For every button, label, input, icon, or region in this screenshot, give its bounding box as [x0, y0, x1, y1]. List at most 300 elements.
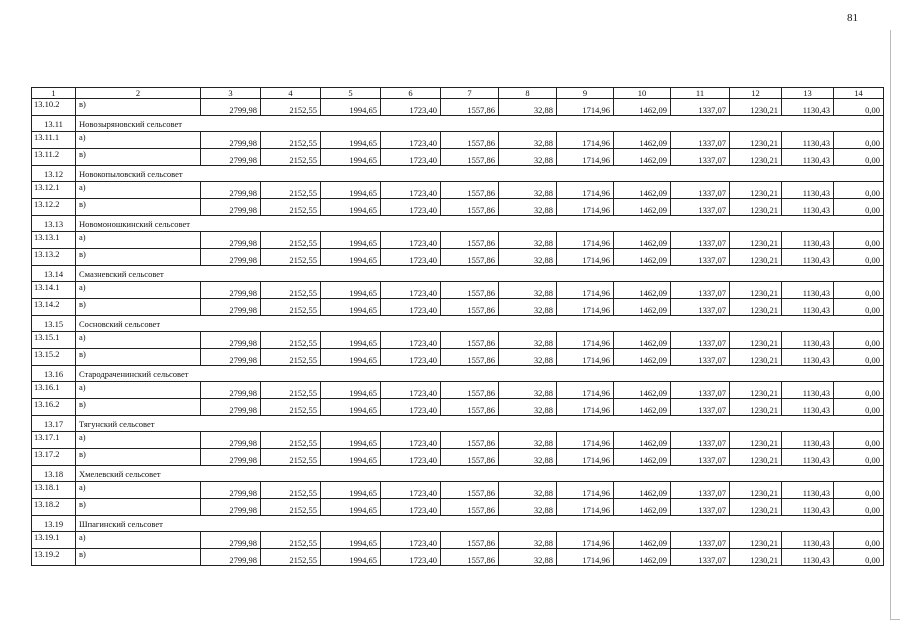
value-cell: 1462,09 — [614, 232, 671, 249]
column-header: 9 — [557, 88, 614, 99]
section-name: Сосновский сельсовет — [76, 316, 884, 332]
value-cell: 1130,43 — [782, 282, 834, 299]
value-cell: 2799,98 — [201, 232, 261, 249]
value-cell: 0,00 — [834, 249, 884, 266]
value-cell: 1723,40 — [381, 549, 441, 566]
value-cell: 1337,07 — [671, 332, 730, 349]
value-cell: 1337,07 — [671, 482, 730, 499]
value-cell: 32,88 — [499, 382, 557, 399]
row-label: в) — [76, 549, 201, 566]
section-name: Новозыряновский сельсовет — [76, 116, 884, 132]
value-cell: 1714,96 — [557, 532, 614, 549]
value-cell: 0,00 — [834, 382, 884, 399]
row-label: в) — [76, 449, 201, 466]
value-cell: 2152,55 — [261, 132, 321, 149]
value-cell: 1994,65 — [321, 482, 381, 499]
value-cell: 1723,40 — [381, 482, 441, 499]
section-name: Хмелевский сельсовет — [76, 466, 884, 482]
value-cell: 1714,96 — [557, 499, 614, 516]
row-label: в) — [76, 149, 201, 166]
value-cell: 1337,07 — [671, 199, 730, 216]
value-cell: 2799,98 — [201, 299, 261, 316]
section-name: Стародраченинский сельсовет — [76, 366, 884, 382]
table-row — [32, 232, 884, 249]
value-cell: 1230,21 — [730, 349, 782, 366]
value-cell: 1462,09 — [614, 199, 671, 216]
value-cell: 1557,86 — [441, 432, 499, 449]
value-cell: 2152,55 — [261, 449, 321, 466]
value-cell: 0,00 — [834, 199, 884, 216]
value-cell: 1230,21 — [730, 199, 782, 216]
section-row — [32, 116, 884, 132]
value-cell: 1130,43 — [782, 132, 834, 149]
value-cell: 1230,21 — [730, 132, 782, 149]
row-label: а) — [76, 432, 201, 449]
value-cell: 1714,96 — [557, 482, 614, 499]
value-cell: 1557,86 — [441, 132, 499, 149]
row-code: 13.14 — [32, 266, 76, 282]
value-cell: 1130,43 — [782, 249, 834, 266]
row-code: 13.13 — [32, 216, 76, 232]
value-cell: 1130,43 — [782, 499, 834, 516]
value-cell: 1462,09 — [614, 382, 671, 399]
row-code: 13.13.1 — [32, 232, 76, 249]
value-cell: 1723,40 — [381, 149, 441, 166]
section-name: Смазневский сельсовет — [76, 266, 884, 282]
value-cell: 1714,96 — [557, 332, 614, 349]
value-cell: 32,88 — [499, 199, 557, 216]
table-row — [32, 299, 884, 316]
value-cell: 1723,40 — [381, 199, 441, 216]
value-cell: 1557,86 — [441, 349, 499, 366]
section-row — [32, 166, 884, 182]
row-code: 13.19.1 — [32, 532, 76, 549]
value-cell: 32,88 — [499, 299, 557, 316]
value-cell: 1557,86 — [441, 182, 499, 199]
value-cell: 1230,21 — [730, 99, 782, 116]
value-cell: 1130,43 — [782, 232, 834, 249]
value-cell: 32,88 — [499, 132, 557, 149]
value-cell: 1994,65 — [321, 249, 381, 266]
value-cell: 32,88 — [499, 149, 557, 166]
row-label: в) — [76, 499, 201, 516]
section-row — [32, 516, 884, 532]
value-cell: 1714,96 — [557, 249, 614, 266]
row-label: в) — [76, 399, 201, 416]
value-cell: 1723,40 — [381, 349, 441, 366]
value-cell: 0,00 — [834, 232, 884, 249]
value-cell: 1994,65 — [321, 132, 381, 149]
value-cell: 1723,40 — [381, 532, 441, 549]
value-cell: 1130,43 — [782, 182, 834, 199]
value-cell: 0,00 — [834, 332, 884, 349]
value-cell: 2799,98 — [201, 549, 261, 566]
value-cell: 32,88 — [499, 549, 557, 566]
value-cell: 2152,55 — [261, 99, 321, 116]
row-label: а) — [76, 182, 201, 199]
value-cell: 1462,09 — [614, 499, 671, 516]
table-row — [32, 332, 884, 349]
table-row — [32, 499, 884, 516]
row-code: 13.12.2 — [32, 199, 76, 216]
value-cell: 1557,86 — [441, 532, 499, 549]
value-cell: 1723,40 — [381, 382, 441, 399]
row-code: 13.11.1 — [32, 132, 76, 149]
table-row — [32, 382, 884, 399]
value-cell: 0,00 — [834, 132, 884, 149]
value-cell: 1462,09 — [614, 282, 671, 299]
value-cell: 1723,40 — [381, 499, 441, 516]
value-cell: 1714,96 — [557, 349, 614, 366]
column-header: 14 — [834, 88, 884, 99]
value-cell: 1557,86 — [441, 399, 499, 416]
value-cell: 1462,09 — [614, 249, 671, 266]
value-cell: 1723,40 — [381, 432, 441, 449]
value-cell: 1994,65 — [321, 349, 381, 366]
value-cell: 2152,55 — [261, 332, 321, 349]
column-header: 6 — [381, 88, 441, 99]
value-cell: 1230,21 — [730, 182, 782, 199]
value-cell: 1714,96 — [557, 399, 614, 416]
value-cell: 1462,09 — [614, 332, 671, 349]
value-cell: 1994,65 — [321, 549, 381, 566]
value-cell: 1723,40 — [381, 232, 441, 249]
row-label: а) — [76, 232, 201, 249]
value-cell: 1714,96 — [557, 282, 614, 299]
value-cell: 1994,65 — [321, 232, 381, 249]
value-cell: 1723,40 — [381, 132, 441, 149]
value-cell: 32,88 — [499, 182, 557, 199]
value-cell: 1557,86 — [441, 199, 499, 216]
value-cell: 0,00 — [834, 482, 884, 499]
table-row — [32, 199, 884, 216]
value-cell: 1230,21 — [730, 332, 782, 349]
value-cell: 2799,98 — [201, 132, 261, 149]
value-cell: 32,88 — [499, 449, 557, 466]
value-cell: 2152,55 — [261, 149, 321, 166]
value-cell: 32,88 — [499, 332, 557, 349]
row-code: 13.13.2 — [32, 249, 76, 266]
row-code: 13.10.2 — [32, 99, 76, 116]
row-code: 13.16.2 — [32, 399, 76, 416]
value-cell: 32,88 — [499, 399, 557, 416]
value-cell: 1723,40 — [381, 249, 441, 266]
value-cell: 1230,21 — [730, 432, 782, 449]
row-code: 13.14.1 — [32, 282, 76, 299]
value-cell: 2799,98 — [201, 282, 261, 299]
value-cell: 2799,98 — [201, 449, 261, 466]
value-cell: 1723,40 — [381, 299, 441, 316]
value-cell: 1462,09 — [614, 532, 671, 549]
value-cell: 2152,55 — [261, 499, 321, 516]
row-code: 13.17 — [32, 416, 76, 432]
section-name: Новокопыловский сельсовет — [76, 166, 884, 182]
column-header: 11 — [671, 88, 730, 99]
row-code: 13.14.2 — [32, 299, 76, 316]
value-cell: 1994,65 — [321, 432, 381, 449]
value-cell: 1130,43 — [782, 399, 834, 416]
section-row — [32, 366, 884, 382]
row-code: 13.19 — [32, 516, 76, 532]
value-cell: 2799,98 — [201, 349, 261, 366]
table-row — [32, 249, 884, 266]
row-code: 13.15.2 — [32, 349, 76, 366]
value-cell: 2152,55 — [261, 432, 321, 449]
margin-rule-tick — [890, 619, 900, 620]
value-cell: 1994,65 — [321, 499, 381, 516]
table-row — [32, 349, 884, 366]
value-cell: 2152,55 — [261, 532, 321, 549]
value-cell: 1130,43 — [782, 482, 834, 499]
value-cell: 1337,07 — [671, 282, 730, 299]
value-cell: 1557,86 — [441, 149, 499, 166]
value-cell: 1462,09 — [614, 132, 671, 149]
value-cell: 1130,43 — [782, 149, 834, 166]
value-cell: 32,88 — [499, 282, 557, 299]
value-cell: 1337,07 — [671, 449, 730, 466]
value-cell: 2799,98 — [201, 482, 261, 499]
value-cell: 0,00 — [834, 499, 884, 516]
value-cell: 1462,09 — [614, 149, 671, 166]
value-cell: 1714,96 — [557, 549, 614, 566]
row-code: 13.12.1 — [32, 182, 76, 199]
value-cell: 1337,07 — [671, 132, 730, 149]
value-cell: 1557,86 — [441, 299, 499, 316]
value-cell: 1230,21 — [730, 232, 782, 249]
row-label: в) — [76, 299, 201, 316]
value-cell: 1130,43 — [782, 349, 834, 366]
value-cell: 1714,96 — [557, 99, 614, 116]
table-row — [32, 449, 884, 466]
row-code: 13.16.1 — [32, 382, 76, 399]
value-cell: 1557,86 — [441, 249, 499, 266]
value-cell: 1714,96 — [557, 432, 614, 449]
value-cell: 0,00 — [834, 532, 884, 549]
table-row — [32, 549, 884, 566]
row-code: 13.19.2 — [32, 549, 76, 566]
row-code: 13.11.2 — [32, 149, 76, 166]
value-cell: 1130,43 — [782, 432, 834, 449]
row-label: в) — [76, 99, 201, 116]
value-cell: 2152,55 — [261, 199, 321, 216]
section-row — [32, 216, 884, 232]
value-cell: 1337,07 — [671, 182, 730, 199]
value-cell: 2799,98 — [201, 182, 261, 199]
value-cell: 32,88 — [499, 349, 557, 366]
value-cell: 1723,40 — [381, 282, 441, 299]
table-row — [32, 132, 884, 149]
value-cell: 0,00 — [834, 149, 884, 166]
value-cell: 2799,98 — [201, 149, 261, 166]
table-row — [32, 182, 884, 199]
value-cell: 1230,21 — [730, 282, 782, 299]
row-label: а) — [76, 532, 201, 549]
row-label: а) — [76, 332, 201, 349]
row-code: 13.15.1 — [32, 332, 76, 349]
value-cell: 1337,07 — [671, 399, 730, 416]
section-row — [32, 266, 884, 282]
value-cell: 2152,55 — [261, 482, 321, 499]
section-row — [32, 316, 884, 332]
row-code: 13.18.2 — [32, 499, 76, 516]
value-cell: 1714,96 — [557, 299, 614, 316]
section-name: Новомоношкинский сельсовет — [76, 216, 884, 232]
value-cell: 1130,43 — [782, 99, 834, 116]
value-cell: 2799,98 — [201, 332, 261, 349]
value-cell: 1557,86 — [441, 499, 499, 516]
value-cell: 1462,09 — [614, 432, 671, 449]
section-row — [32, 416, 884, 432]
column-header: 12 — [730, 88, 782, 99]
value-cell: 0,00 — [834, 549, 884, 566]
value-cell: 2152,55 — [261, 249, 321, 266]
value-cell: 1557,86 — [441, 449, 499, 466]
value-cell: 2799,98 — [201, 499, 261, 516]
table-body — [32, 99, 884, 566]
table-row — [32, 282, 884, 299]
row-label: а) — [76, 132, 201, 149]
row-label: в) — [76, 199, 201, 216]
value-cell: 1337,07 — [671, 299, 730, 316]
row-code: 13.16 — [32, 366, 76, 382]
value-cell: 1130,43 — [782, 549, 834, 566]
value-cell: 1337,07 — [671, 549, 730, 566]
row-label: а) — [76, 482, 201, 499]
value-cell: 1230,21 — [730, 549, 782, 566]
value-cell: 32,88 — [499, 499, 557, 516]
table-row — [32, 99, 884, 116]
value-cell: 1337,07 — [671, 149, 730, 166]
row-code: 13.11 — [32, 116, 76, 132]
value-cell: 0,00 — [834, 449, 884, 466]
value-cell: 1557,86 — [441, 232, 499, 249]
value-cell: 1130,43 — [782, 299, 834, 316]
value-cell: 2799,98 — [201, 249, 261, 266]
value-cell: 0,00 — [834, 99, 884, 116]
column-header: 8 — [499, 88, 557, 99]
value-cell: 1130,43 — [782, 382, 834, 399]
value-cell: 1337,07 — [671, 99, 730, 116]
value-cell: 1723,40 — [381, 399, 441, 416]
value-cell: 1462,09 — [614, 399, 671, 416]
value-cell: 32,88 — [499, 532, 557, 549]
value-cell: 1557,86 — [441, 382, 499, 399]
value-cell: 1337,07 — [671, 349, 730, 366]
value-cell: 1130,43 — [782, 449, 834, 466]
value-cell: 1994,65 — [321, 182, 381, 199]
value-cell: 1230,21 — [730, 499, 782, 516]
value-cell: 1723,40 — [381, 449, 441, 466]
column-header: 7 — [441, 88, 499, 99]
value-cell: 1557,86 — [441, 549, 499, 566]
value-cell: 2152,55 — [261, 232, 321, 249]
value-cell: 1723,40 — [381, 182, 441, 199]
value-cell: 1994,65 — [321, 149, 381, 166]
value-cell: 1714,96 — [557, 382, 614, 399]
table-row — [32, 149, 884, 166]
column-header: 4 — [261, 88, 321, 99]
value-cell: 1462,09 — [614, 449, 671, 466]
value-cell: 2799,98 — [201, 532, 261, 549]
value-cell: 1462,09 — [614, 99, 671, 116]
value-cell: 1462,09 — [614, 482, 671, 499]
column-header: 5 — [321, 88, 381, 99]
column-header: 1 — [32, 88, 76, 99]
value-cell: 1230,21 — [730, 149, 782, 166]
value-cell: 1557,86 — [441, 332, 499, 349]
value-cell: 1714,96 — [557, 449, 614, 466]
value-cell: 2152,55 — [261, 382, 321, 399]
value-cell: 1714,96 — [557, 132, 614, 149]
row-code: 13.12 — [32, 166, 76, 182]
row-code: 13.17.1 — [32, 432, 76, 449]
value-cell: 1337,07 — [671, 249, 730, 266]
value-cell: 0,00 — [834, 349, 884, 366]
value-cell: 1994,65 — [321, 199, 381, 216]
value-cell: 2152,55 — [261, 182, 321, 199]
value-cell: 1994,65 — [321, 99, 381, 116]
value-cell: 1994,65 — [321, 299, 381, 316]
row-code: 13.18 — [32, 466, 76, 482]
table-row — [32, 532, 884, 549]
value-cell: 1462,09 — [614, 182, 671, 199]
value-cell: 32,88 — [499, 99, 557, 116]
value-cell: 1337,07 — [671, 432, 730, 449]
value-cell: 32,88 — [499, 482, 557, 499]
value-cell: 2152,55 — [261, 299, 321, 316]
row-code: 13.15 — [32, 316, 76, 332]
value-cell: 1994,65 — [321, 282, 381, 299]
tariff-table — [31, 87, 884, 566]
value-cell: 1130,43 — [782, 332, 834, 349]
value-cell: 2152,55 — [261, 349, 321, 366]
value-cell: 1714,96 — [557, 232, 614, 249]
value-cell: 0,00 — [834, 299, 884, 316]
row-label: а) — [76, 382, 201, 399]
value-cell: 1714,96 — [557, 149, 614, 166]
value-cell: 1714,96 — [557, 199, 614, 216]
row-label: в) — [76, 349, 201, 366]
value-cell: 1994,65 — [321, 399, 381, 416]
table-row — [32, 482, 884, 499]
value-cell: 1230,21 — [730, 532, 782, 549]
value-cell: 2799,98 — [201, 399, 261, 416]
value-cell: 1462,09 — [614, 349, 671, 366]
value-cell: 1557,86 — [441, 282, 499, 299]
value-cell: 0,00 — [834, 399, 884, 416]
value-cell: 1714,96 — [557, 182, 614, 199]
column-header: 3 — [201, 88, 261, 99]
value-cell: 1230,21 — [730, 249, 782, 266]
value-cell: 1230,21 — [730, 299, 782, 316]
value-cell: 0,00 — [834, 282, 884, 299]
value-cell: 1337,07 — [671, 382, 730, 399]
page-number: 81 — [847, 12, 858, 24]
value-cell: 1723,40 — [381, 99, 441, 116]
column-header: 2 — [76, 88, 201, 99]
section-name: Шпагинский сельсовет — [76, 516, 884, 532]
value-cell: 1230,21 — [730, 382, 782, 399]
value-cell: 2799,98 — [201, 199, 261, 216]
value-cell: 0,00 — [834, 182, 884, 199]
value-cell: 2799,98 — [201, 432, 261, 449]
value-cell: 2152,55 — [261, 282, 321, 299]
value-cell: 1994,65 — [321, 332, 381, 349]
row-label: в) — [76, 249, 201, 266]
row-code: 13.17.2 — [32, 449, 76, 466]
value-cell: 1230,21 — [730, 399, 782, 416]
value-cell: 1337,07 — [671, 532, 730, 549]
